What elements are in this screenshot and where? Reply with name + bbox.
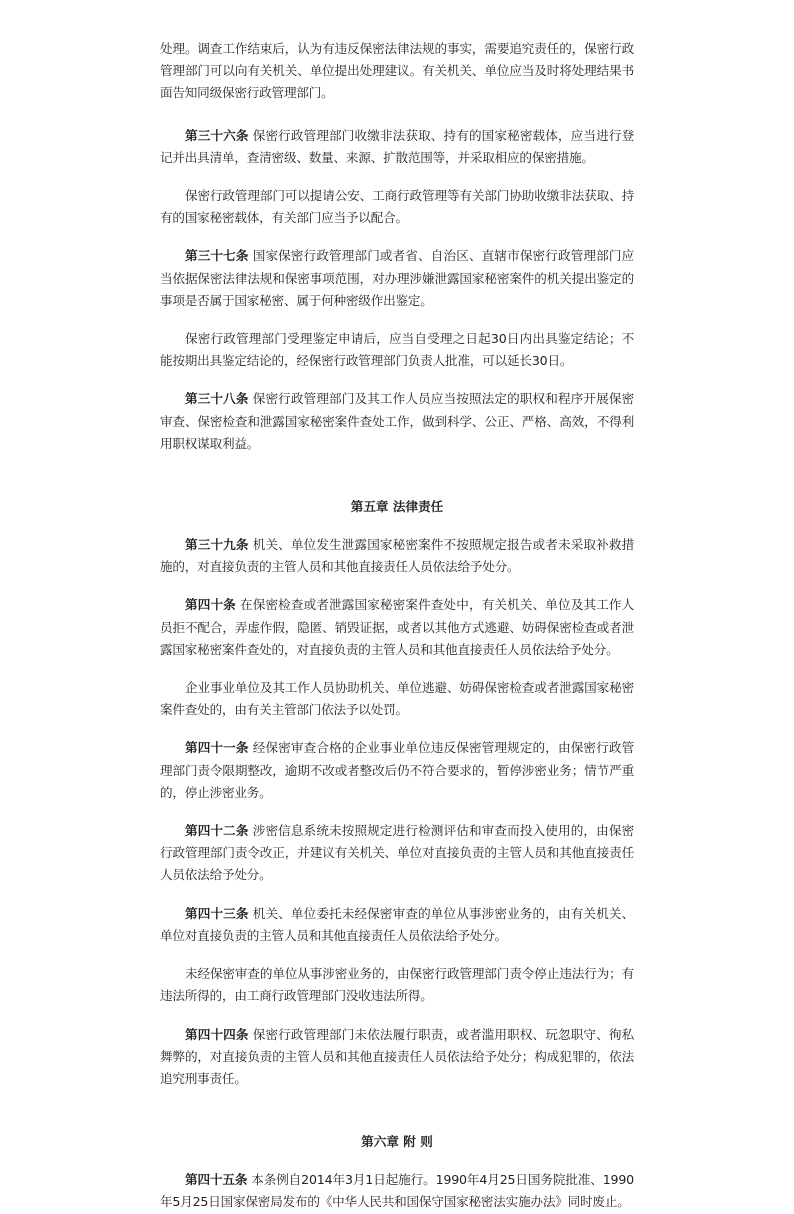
article-40-paragraph-2: 企业事业单位及其工作人员协助机关、单位逃避、妨碍保密检查或者泄露国家秘密案件查处的，由有关主管部门依法予以处罚。	[160, 680, 634, 718]
article-text: 涉密信息系统未按照规定进行检测评估和审查而投入使用的，由保密行政管理部门责令改正，并建议有关机关、单位对直接负责的主管人员和其他直接责任人员依法给予处分。	[160, 823, 634, 883]
article-42	[160, 820, 634, 887]
document-page	[160, 38, 634, 1214]
article-number: 第三十六条	[185, 127, 249, 143]
article-37-paragraph-2: 保密行政管理部门受理鉴定申请后，应当自受理之日起30日内出具鉴定结论；不能按期出具鉴定结论的，经保密行政管理部门负责人批准，可以延长30日。	[160, 331, 634, 369]
article-text: 本条例自2014年3月1日起施行。1990年4月25日国务院批准、1990年5月25日国家保密局发布的《中华人民共和国保守国家秘密法实施办法》同时废止。	[160, 1172, 634, 1210]
article-39	[160, 534, 634, 578]
chapter-heading: 第六章 附 则	[361, 1134, 433, 1150]
article-number: 第四十四条	[185, 1026, 249, 1042]
chapter-heading: 第五章 法律责任	[350, 499, 444, 515]
article-36	[160, 125, 634, 169]
article-text: 机关、单位发生泄露国家秘密案件不按照规定报告或者未采取补救措施的，对直接负责的主管人员和其他直接责任人员依法给予处分。	[160, 537, 634, 575]
article-41	[160, 737, 634, 804]
article-36-paragraph-2: 保密行政管理部门可以提请公安、工商行政管理等有关部门协助收缴非法获取、持有的国家秘密载体，有关部门应当予以配合。	[160, 188, 634, 226]
article-43-paragraph-2: 未经保密审查的单位从事涉密业务的，由保密行政管理部门责令停止违法行为；有违法所得的，由工商行政管理部门没收违法所得。	[160, 966, 634, 1004]
article-40	[160, 594, 634, 661]
paragraph-continuation: 处理。调查工作结束后，认为有违反保密法律法规的事实，需要追究责任的，保密行政管理部门可以向有关机关、单位提出处理建议。有关机关、单位应当及时将处理结果书面告知同级保密行政管理部门。	[160, 41, 634, 101]
article-text: 经保密审查合格的企业事业单位违反保密管理规定的，由保密行政管理部门责令限期整改，逾期不改或者整改后仍不符合要求的，暂停涉密业务；情节严重的，停止涉密业务。	[160, 740, 634, 800]
article-text: 国家保密行政管理部门或者省、自治区、直辖市保密行政管理部门应当依据保密法律法规和保密事项范围，对办理涉嫌泄露国家秘密案件的机关提出鉴定的事项是否属于国家秘密、属于何种密级作出鉴定。	[160, 248, 634, 308]
article-text: 机关、单位委托未经保密审查的单位从事涉密业务的，由有关机关、单位对直接负责的主管人员和其他直接责任人员依法给予处分。	[160, 905, 634, 943]
article-number: 第三十八条	[185, 391, 249, 407]
article-text: 保密行政管理部门未依法履行职责，或者滥用职权、玩忽职守、徇私舞弊的，对直接负责的主管人员和其他直接责任人员依法给予处分；构成犯罪的，依法追究刑事责任。	[160, 1026, 634, 1086]
article-number: 第四十二条	[185, 823, 249, 839]
article-number: 第三十九条	[185, 537, 249, 553]
article-38	[160, 388, 634, 455]
article-45	[160, 1169, 634, 1213]
article-37	[160, 245, 634, 312]
article-text: 保密行政管理部门及其工作人员应当按照法定的职权和程序开展保密审查、保密检查和泄露国家秘密案件查处工作，做到科学、公正、严格、高效，不得利用职权谋取利益。	[160, 391, 634, 451]
article-43	[160, 903, 634, 947]
article-44	[160, 1024, 634, 1091]
article-text: 在保密检查或者泄露国家秘密案件查处中，有关机关、单位及其工作人员拒不配合，弄虚作假，隐匿、销毁证据，或者以其他方式逃避、妨碍保密检查或者泄露国家秘密案件查处的，对直接负责的主管人员和其他直接责任人员依法给予处分。	[160, 597, 635, 657]
article-number: 第三十七条	[185, 248, 249, 264]
article-number: 第四十三条	[185, 905, 249, 921]
article-text: 保密行政管理部门收缴非法获取、持有的国家秘密载体，应当进行登记并出具清单，查清密级、数量、来源、扩散范围等，并采取相应的保密措施。	[160, 127, 634, 165]
article-number: 第四十一条	[185, 740, 249, 756]
article-number: 第四十五条	[185, 1172, 248, 1188]
article-number: 第四十条	[185, 597, 236, 613]
